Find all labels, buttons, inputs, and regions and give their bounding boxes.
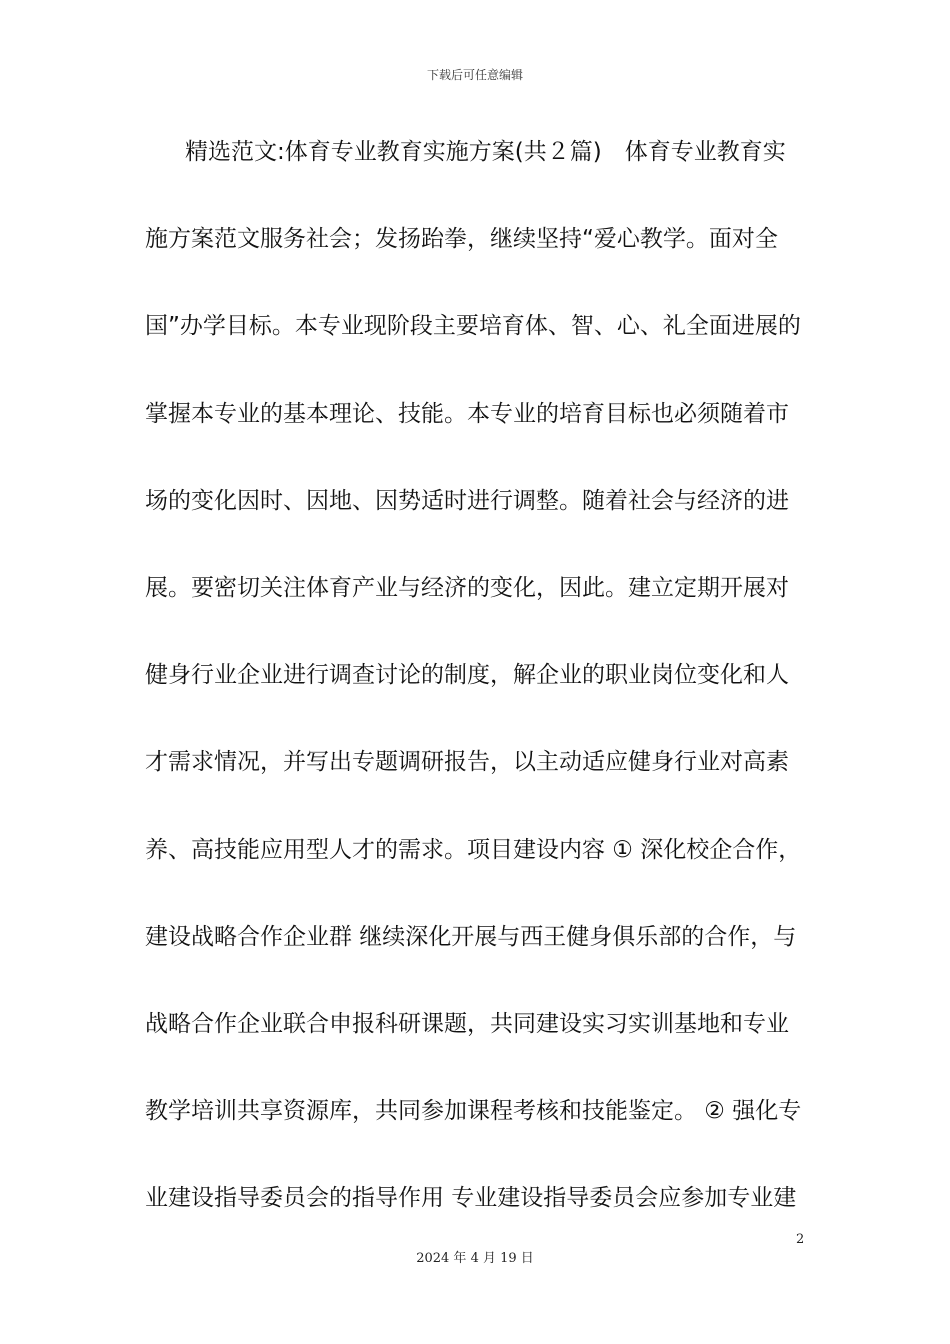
page-number: 2 <box>796 1232 805 1247</box>
body-line: 掌握本专业的基本理论、技能。本专业的培育目标也必须随着市 <box>145 400 789 427</box>
body-line: 健身行业企业进行调查讨论的制度，解企业的职业岗位变化和人 <box>145 662 789 689</box>
body-line: 展。要密切关注体育产业与经济的变化，因此。建立定期开展对 <box>145 574 789 601</box>
body-line: 施方案范文服务社会；发扬跆拳，继续坚持“爱心教学。面对全 <box>145 226 778 253</box>
header-note: 下载后可任意编辑 <box>426 68 523 82</box>
body-line: 教学培训共享资源库，共同参加课程考核和技能鉴定。 ② 强化专 <box>145 1098 802 1125</box>
body-line: 战略合作企业联合申报科研课题，共同建设实习实训基地和专业 <box>145 1010 789 1037</box>
body-line: 国”办学目标。本专业现阶段主要培育体、智、心、礼全面进展的 <box>145 313 801 340</box>
body-line: 建设战略合作企业群 继续深化开展与西王健身俱乐部的合作，与 <box>145 923 797 950</box>
body-line: 场的变化因时、因地、因势适时进行调整。随着社会与经济的进 <box>145 487 789 514</box>
footer-date: 2024 年 4 月 19 日 <box>416 1251 534 1266</box>
body-line: 精选范文:体育专业教育实施方案(共２篇) 体育专业教育实 <box>185 139 786 165</box>
body-line: 才需求情况，并写出专题调研报告，以主动适应健身行业对高素 <box>145 749 789 776</box>
body-line: 养、高技能应用型人才的需求。项目建设内容 ① 深化校企合作， <box>145 836 802 863</box>
body-line: 业建设指导委员会的指导作用 专业建设指导委员会应参加专业建 <box>145 1185 797 1212</box>
document-body <box>145 130 810 1263</box>
